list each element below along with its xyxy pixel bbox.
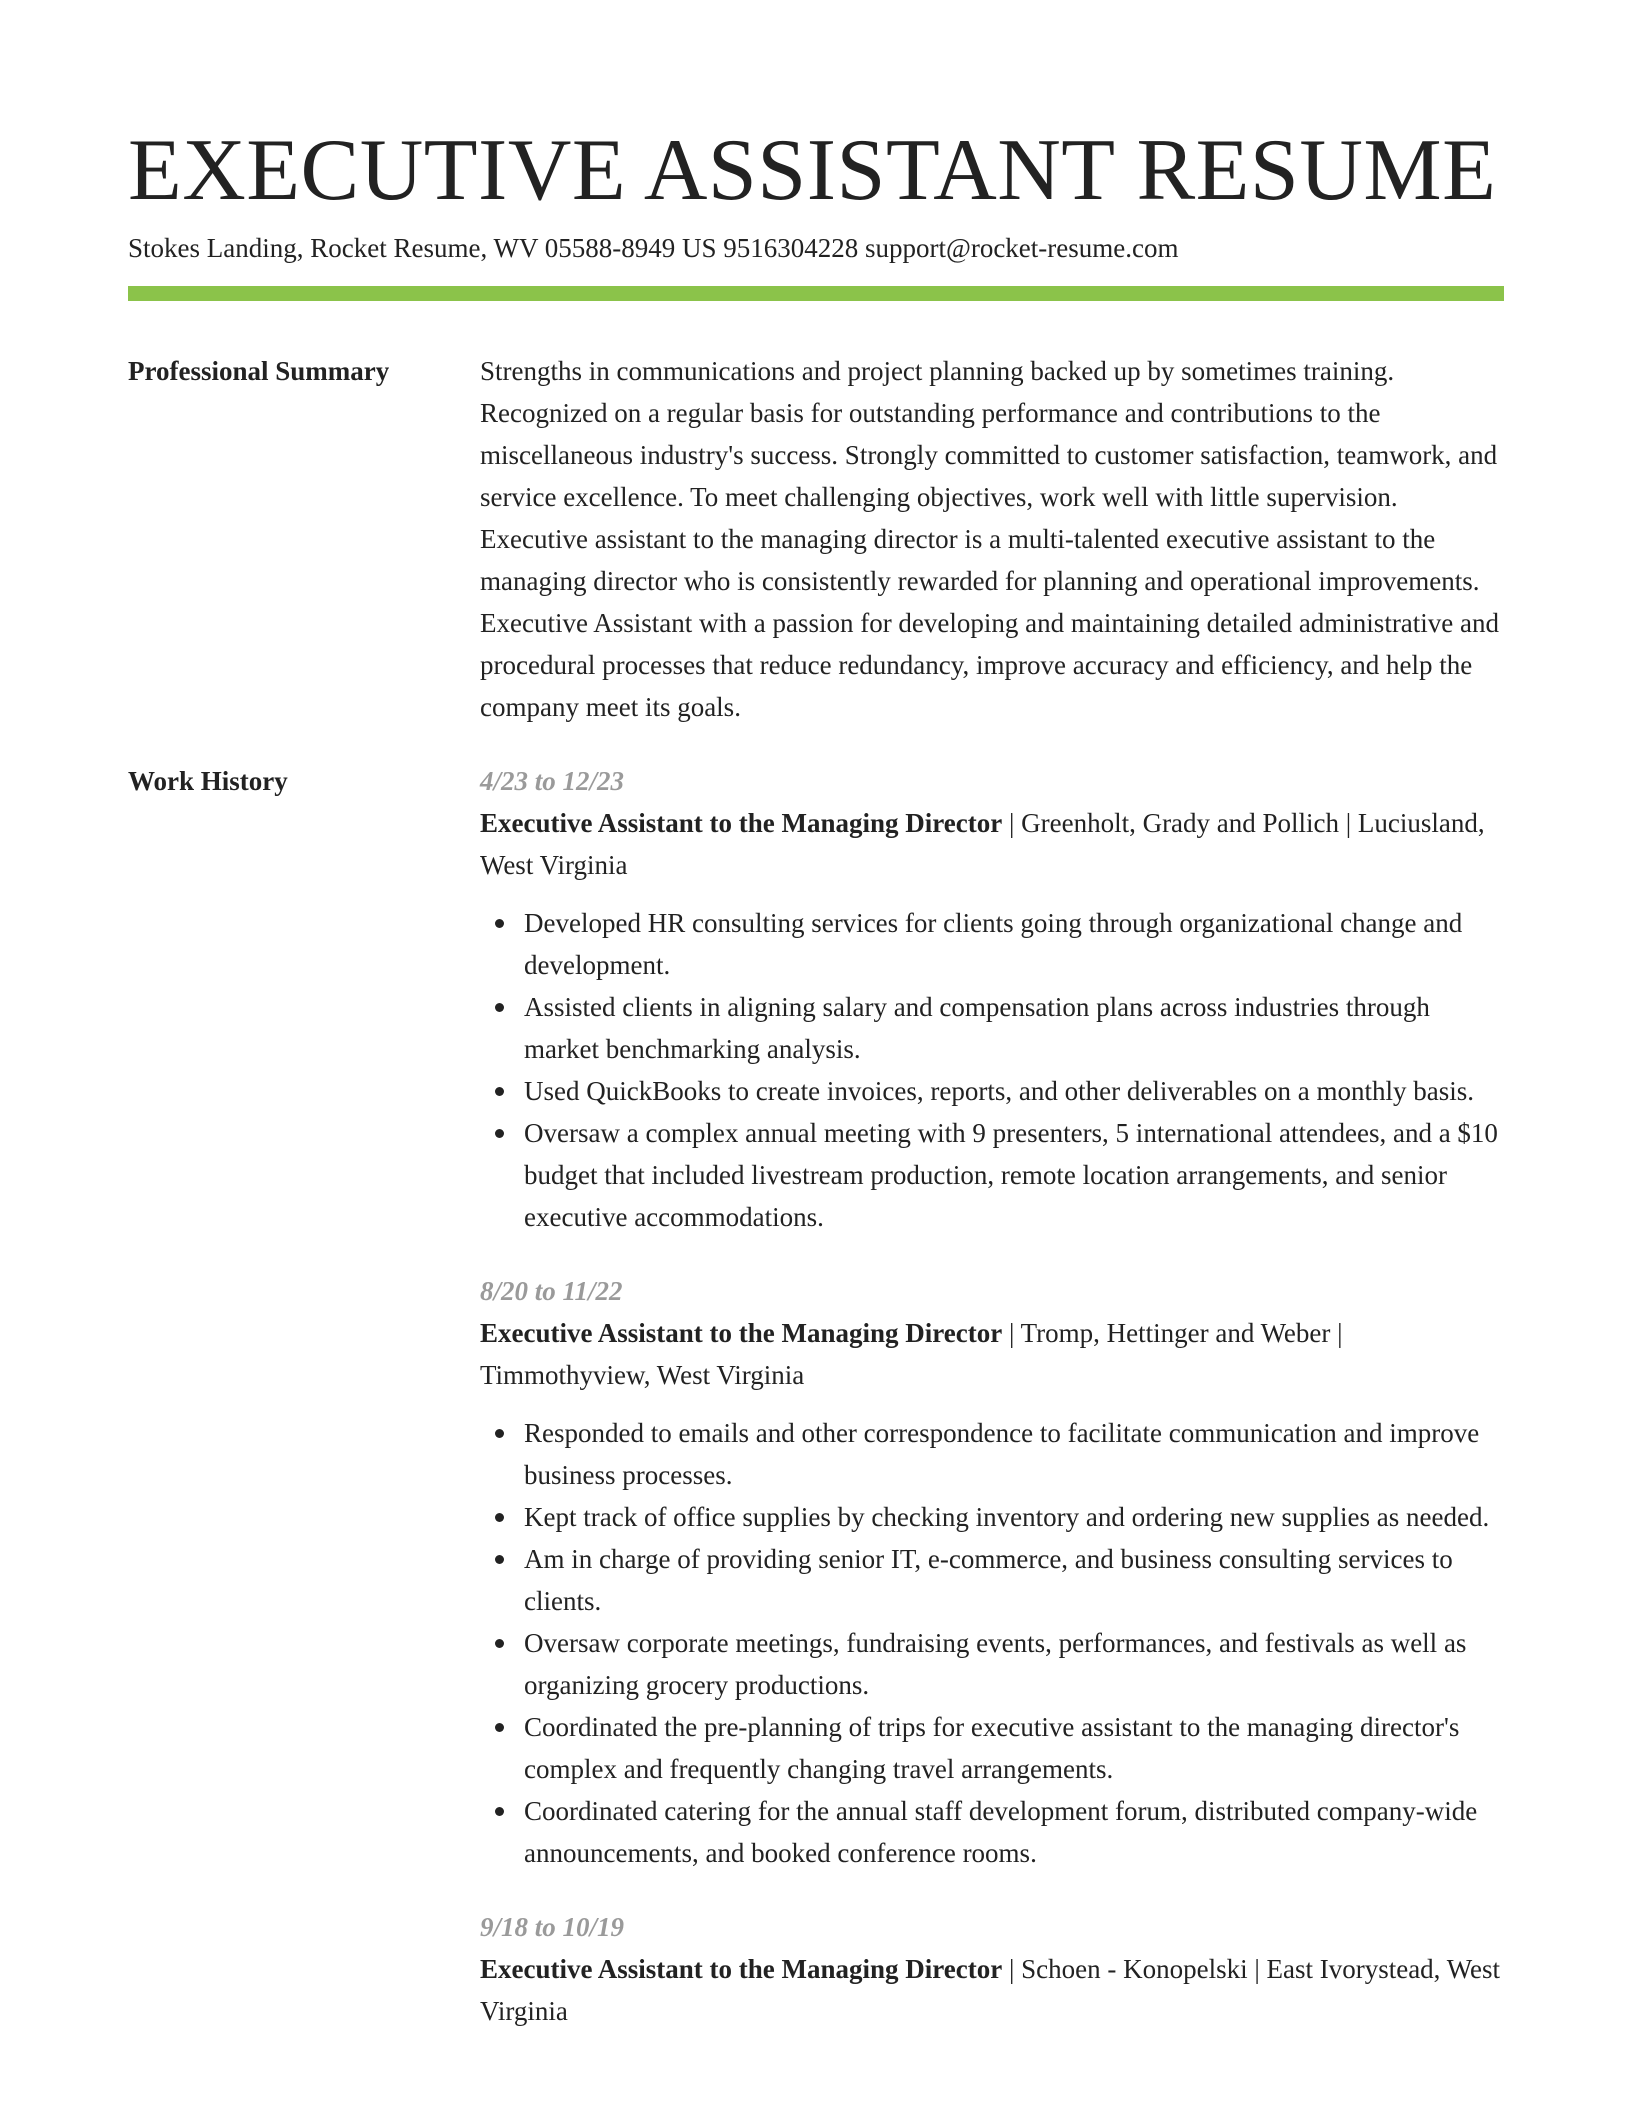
job-bullet	[524, 1706, 1504, 1790]
job-bullet	[524, 1112, 1504, 1238]
bullet-dot-icon	[495, 1555, 504, 1564]
job-bullet	[524, 986, 1504, 1070]
accent-divider	[128, 286, 1504, 301]
job-bullet-text: Coordinated catering for the annual staff development forum, distributed company-wide announcements, and booked conference rooms.	[524, 1796, 1478, 1868]
job-bullet	[524, 1622, 1504, 1706]
job-bullet-text: Responded to emails and other correspondence to facilitate communication and improve business processes.	[524, 1418, 1480, 1490]
job-bullet	[524, 1070, 1504, 1112]
job-dates: 8/20 to 11/22	[480, 1276, 623, 1306]
job-title: Executive Assistant to the Managing Director	[480, 808, 1003, 838]
job-bullet	[524, 902, 1504, 986]
job-entry	[480, 1270, 1504, 1874]
bullet-dot-icon	[495, 1639, 504, 1648]
job-bullet-text: Oversaw a complex annual meeting with 9 presenters, 5 international attendees, and a $10 budget that included livestream production, remote location arrangements, and senior executive accommodations.	[524, 1118, 1498, 1232]
job-bullet-text: Used QuickBooks to create invoices, reports, and other deliverables on a monthly basis.	[524, 1076, 1475, 1106]
contact-line: Stokes Landing, Rocket Resume, WV 05588-8949 US 9516304228 support@rocket-resume.com	[128, 233, 1179, 263]
bullet-dot-icon	[495, 1807, 504, 1816]
work-history-body	[480, 760, 1504, 2032]
job-bullet	[524, 1412, 1504, 1496]
job-bullet	[524, 1496, 1504, 1538]
bullet-dot-icon	[495, 1723, 504, 1732]
job-dates: 9/18 to 10/19	[480, 1912, 625, 1942]
job-bullet-text: Coordinated the pre-planning of trips for executive assistant to the managing director's complex and frequently changing travel arrangements.	[524, 1712, 1460, 1784]
job-bullet	[524, 1538, 1504, 1622]
job-header	[480, 1948, 1504, 2032]
bullet-dot-icon	[495, 1429, 504, 1438]
section-label-work-history: Work History	[128, 766, 288, 796]
job-dates: 4/23 to 12/23	[480, 766, 625, 796]
job-entry	[480, 1906, 1504, 2032]
bullet-dot-icon	[495, 919, 504, 928]
bullet-dot-icon	[495, 1087, 504, 1096]
summary-text: Strengths in communications and project planning backed up by sometimes training. Recognized on a regular basis for outstanding performance and contributions to the miscellaneous industry's success. Strongly committed to customer satisfaction, teamwork, and service excellence. To meet challenging objectives, work well with little supervision. Executive assistant to the managing director is a multi-talented executive assistant to the managing director who is consistently rewarded for planning and operational improvements. Executive Assistant with a passion for developing and maintaining detailed administrative and procedural processes that reduce redundancy, improve accuracy and efficiency, and help the company meet its goals.	[480, 356, 1500, 722]
job-bullet-list	[480, 1412, 1504, 1874]
summary-body	[480, 350, 1504, 728]
job-bullet-text: Kept track of office supplies by checking inventory and ordering new supplies as needed.	[524, 1502, 1490, 1532]
resume-title: EXECUTIVE ASSISTANT RESUME	[128, 122, 1497, 219]
job-entry	[480, 760, 1504, 1238]
job-header	[480, 1312, 1504, 1396]
bullet-dot-icon	[495, 1129, 504, 1138]
job-bullet-text: Developed HR consulting services for clients going through organizational change and development.	[524, 908, 1463, 980]
job-employer-location: | Schoen - Konopelski | East Ivorystead, West Virginia	[480, 1954, 1501, 2026]
section-label-professional-summary: Professional Summary	[128, 356, 390, 386]
job-bullet-text: Am in charge of providing senior IT, e-commerce, and business consulting services to clients.	[524, 1544, 1453, 1616]
job-employer-location: | Greenholt, Grady and Pollich | Luciusland, West Virginia	[480, 808, 1485, 880]
job-header	[480, 802, 1504, 886]
job-bullet-list	[480, 902, 1504, 1238]
job-title: Executive Assistant to the Managing Director	[480, 1954, 1003, 1984]
bullet-dot-icon	[495, 1003, 504, 1012]
job-bullet-text: Assisted clients in aligning salary and compensation plans across industries through market benchmarking analysis.	[524, 992, 1430, 1064]
job-bullet-text: Oversaw corporate meetings, fundraising events, performances, and festivals as well as organizing grocery productions.	[524, 1628, 1467, 1700]
bullet-dot-icon	[495, 1513, 504, 1522]
job-employer-location: | Tromp, Hettinger and Weber | Timmothyview, West Virginia	[480, 1318, 1343, 1390]
job-bullet	[524, 1790, 1504, 1874]
job-title: Executive Assistant to the Managing Director	[480, 1318, 1003, 1348]
